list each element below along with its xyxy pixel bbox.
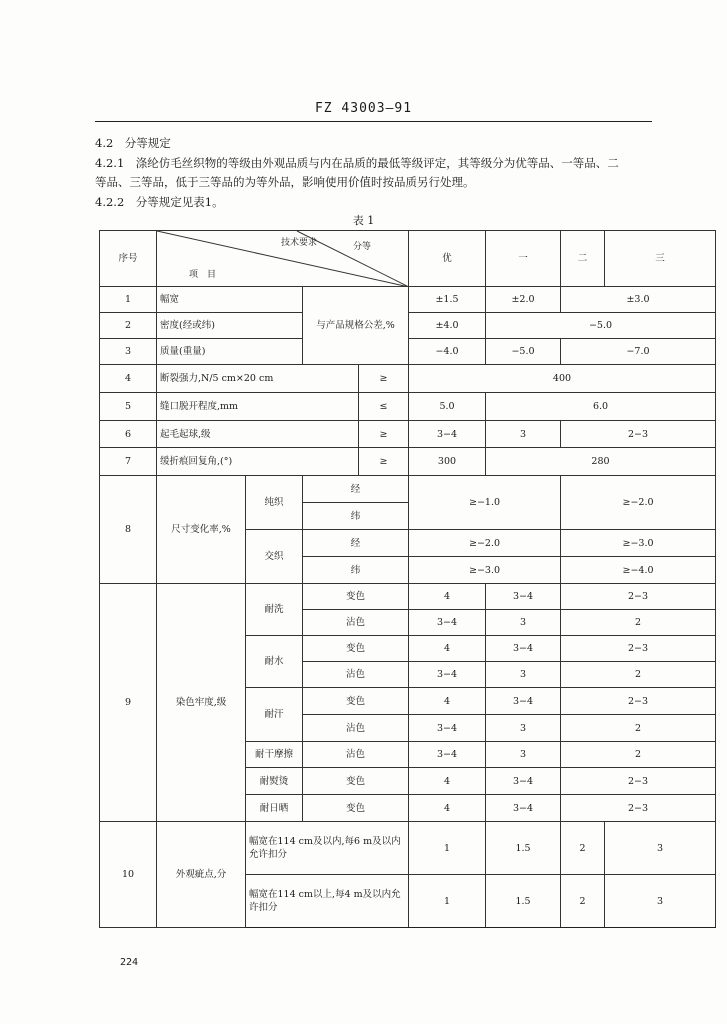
cell: 2: [561, 875, 605, 928]
direction: 经: [303, 476, 409, 503]
cell: 3−4: [486, 584, 561, 610]
row-no: 10: [100, 822, 157, 928]
cell: ±1.5: [409, 287, 486, 313]
cell: 2: [561, 742, 716, 768]
cell: ≥−3.0: [409, 557, 561, 584]
subitem: 耐水: [246, 636, 303, 688]
header-rule: [95, 121, 652, 122]
paragraph-line: 4.2.2 分等规定见表1。: [95, 195, 224, 209]
cell: 400: [409, 365, 716, 393]
cell: 2: [561, 662, 716, 688]
operator: ≤: [359, 393, 409, 421]
operator: ≥: [359, 448, 409, 476]
cell: −4.0: [409, 339, 486, 365]
cell: 3−4: [409, 662, 486, 688]
cell: 5.0: [409, 393, 486, 421]
cell: 300: [409, 448, 486, 476]
req-label: 技术要求: [281, 238, 318, 248]
tolerance-label: 与产品规格公差,%: [303, 287, 409, 365]
cell: 3: [486, 662, 561, 688]
cell: 2−3: [561, 421, 716, 448]
row-item: 起毛起球,级: [157, 421, 359, 448]
cell: ±3.0: [561, 287, 716, 313]
row-item: 密度(经或纬): [157, 313, 303, 339]
cell: 3: [605, 875, 716, 928]
cell: ±2.0: [486, 287, 561, 313]
paragraph-line: 等品、三等品，低于三等品的为等外品，影响使用价值时按品质另行处理。: [95, 175, 475, 189]
fastness-type: 变色: [303, 795, 409, 822]
cell: 3−4: [486, 688, 561, 715]
col-seq-header: 序号: [100, 231, 157, 287]
cell: ≥−2.0: [409, 530, 561, 557]
row-no: 4: [100, 365, 157, 393]
direction: 纬: [303, 557, 409, 584]
cell: −5.0: [486, 313, 716, 339]
fastness-type: 沾色: [303, 715, 409, 742]
fastness-type: 变色: [303, 584, 409, 610]
cell: 2: [561, 822, 605, 875]
cell: 2−3: [561, 584, 716, 610]
cell: 3−4: [486, 795, 561, 822]
cell: −5.0: [486, 339, 561, 365]
cell: 3: [486, 715, 561, 742]
row-no: 9: [100, 584, 157, 822]
paragraph-line: 4.2.1 涤纶仿毛丝织物的等级由外观品质与内在品质的最低等级评定，其等级分为优等品、一等品、二: [95, 156, 619, 170]
subitem: 耐汗: [246, 688, 303, 742]
subitem: 交织: [246, 530, 303, 584]
fastness-type: 变色: [303, 768, 409, 795]
grading-table: [99, 230, 716, 928]
grade-third: 三: [605, 231, 716, 287]
page-header: FZ 43003—91: [314, 101, 413, 116]
row-no: 5: [100, 393, 157, 421]
cell: 3−4: [409, 715, 486, 742]
cell: 3−4: [486, 768, 561, 795]
subitem: 纯织: [246, 476, 303, 530]
operator: ≥: [359, 365, 409, 393]
cell: 2−3: [561, 768, 716, 795]
cell: 1: [409, 875, 486, 928]
row-item: 缝口脱开程度,mm: [157, 393, 359, 421]
cell: 3−4: [409, 742, 486, 768]
grade-label: 分等: [353, 242, 372, 252]
cell: ≥−3.0: [561, 530, 716, 557]
subitem: 耐日晒: [246, 795, 303, 822]
cell: 3: [486, 610, 561, 636]
table-caption: 表 1: [352, 214, 375, 227]
row-item: 幅宽: [157, 287, 303, 313]
row-item: 断裂强力,N/5 cm×20 cm: [157, 365, 359, 393]
row-item: 质量(重量): [157, 339, 303, 365]
cell: 4: [409, 636, 486, 662]
cell: 2−3: [561, 636, 716, 662]
fastness-type: 沾色: [303, 662, 409, 688]
row-no: 1: [100, 287, 157, 313]
row-item: 外观疵点,分: [157, 822, 246, 928]
row-no: 8: [100, 476, 157, 584]
row-item: 缓折痕回复角,(°): [157, 448, 359, 476]
direction: 经: [303, 530, 409, 557]
cell: 1: [409, 822, 486, 875]
grade-second: 二: [561, 231, 605, 287]
item-label: 项 目: [189, 270, 217, 280]
cell: ≥−1.0: [409, 476, 561, 530]
cell: 280: [486, 448, 716, 476]
cell: 4: [409, 688, 486, 715]
fastness-type: 变色: [303, 688, 409, 715]
fastness-type: 变色: [303, 636, 409, 662]
direction: 纬: [303, 503, 409, 530]
cell: 2: [561, 715, 716, 742]
operator: ≥: [359, 421, 409, 448]
cell: 3−4: [409, 421, 486, 448]
cell: 3−4: [409, 610, 486, 636]
row-no: 7: [100, 448, 157, 476]
row-item: 染色牢度,级: [157, 584, 246, 822]
grade-first: 一: [486, 231, 561, 287]
section-heading: 4.2 分等规定: [95, 136, 171, 150]
subitem: 耐熨烫: [246, 768, 303, 795]
cell: 3: [486, 742, 561, 768]
subitem: 耐洗: [246, 584, 303, 636]
fastness-type: 沾色: [303, 610, 409, 636]
cell: 6.0: [486, 393, 716, 421]
cell: 2−3: [561, 688, 716, 715]
defect-rule: 幅宽在114 cm以上,每4 m及以内允许扣分: [246, 875, 409, 928]
cell: ±4.0: [409, 313, 486, 339]
cell: 3: [486, 421, 561, 448]
cell: 1.5: [486, 822, 561, 875]
cell: 4: [409, 584, 486, 610]
subitem: 耐干摩擦: [246, 742, 303, 768]
cell: 1.5: [486, 875, 561, 928]
cell: 4: [409, 768, 486, 795]
fastness-type: 沾色: [303, 742, 409, 768]
cell: 3: [605, 822, 716, 875]
cell: −7.0: [561, 339, 716, 365]
row-item: 尺寸变化率,%: [157, 476, 246, 584]
row-no: 6: [100, 421, 157, 448]
page-number: 224: [120, 957, 139, 968]
row-no: 3: [100, 339, 157, 365]
diagonal-header: [157, 231, 409, 287]
cell: 2: [561, 610, 716, 636]
grade-excellent: 优: [409, 231, 486, 287]
defect-rule: 幅宽在114 cm及以内,每6 m及以内允许扣分: [246, 822, 409, 875]
cell: 2−3: [561, 795, 716, 822]
cell: ≥−4.0: [561, 557, 716, 584]
cell: 4: [409, 795, 486, 822]
cell: 3−4: [486, 636, 561, 662]
cell: ≥−2.0: [561, 476, 716, 530]
row-no: 2: [100, 313, 157, 339]
